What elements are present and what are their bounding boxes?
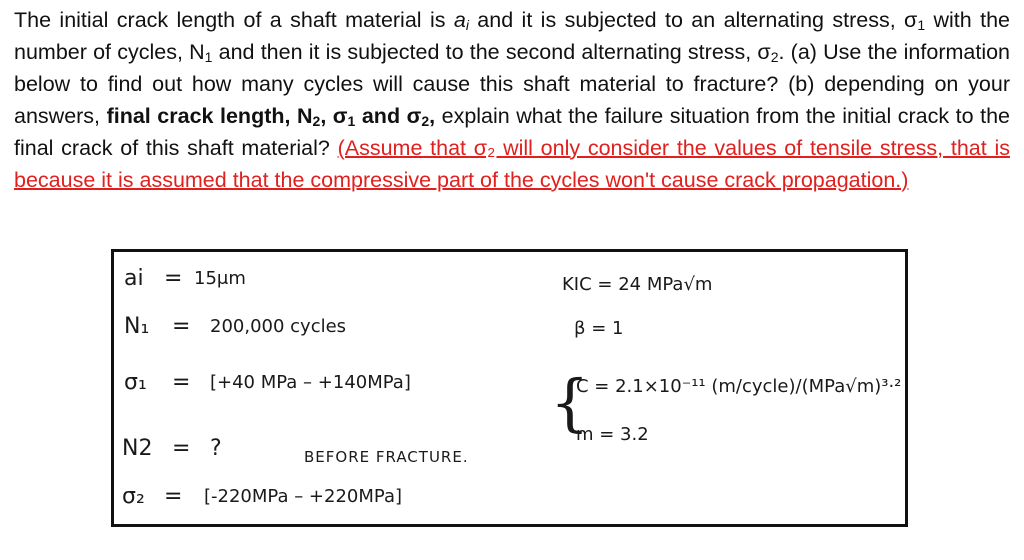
ai-label: ai [124, 266, 144, 291]
bold-text-1: final crack length, N [106, 104, 313, 128]
ai-subscript: i [465, 17, 469, 33]
bold-text-2: , σ [320, 104, 348, 128]
problem-text-2: and it is subjected to an alternating stress, σ [468, 8, 918, 32]
n1-subscript: 1 [204, 49, 213, 65]
problem-text-5: . (a) Use the information below to find out how many cycles will cause this shaft material to fracture? (b) depending on your answers, [14, 40, 1011, 128]
bold-text-3: and σ [355, 104, 422, 128]
ai-value: 15μm [194, 268, 246, 289]
bold-s1-subscript: 1 [347, 113, 356, 129]
sigma1-label: σ₁ [124, 370, 147, 395]
sigma2-subscript: 2 [770, 49, 779, 65]
n1-equals: = [172, 314, 191, 339]
n2-equals: = [172, 436, 191, 461]
problem-text-3: with the number of cycles, N [14, 8, 1010, 64]
n2-note: BEFORE FRACTURE. [304, 448, 469, 466]
bold-phrase [107, 104, 436, 128]
problem-text-6: explain what the failure situation from the initial crack to the final crack of this shaft material? [14, 104, 1010, 160]
c-value: C = 2.1×10⁻¹¹ (m/cycle)/(MPa√m)³·² [576, 376, 902, 397]
sigma2-equals: = [164, 484, 183, 509]
bold-text-4: , [429, 104, 436, 128]
n2-label: N2 [122, 436, 153, 461]
beta-value: β = 1 [574, 318, 624, 339]
ai-symbol: a [453, 8, 466, 32]
sigma1-subscript: 1 [917, 17, 926, 33]
bold-s2-subscript: 2 [421, 113, 430, 129]
assumption-note: (Assume that σ₂ will only consider the values of tensile stress, that is because it is assumed that the compressive part of the cycles won't cause crack propagation.) [14, 136, 1010, 192]
given-data-card [111, 249, 908, 527]
sigma1-value: [+40 MPa – +140MPa] [210, 372, 411, 393]
n1-label: N₁ [124, 314, 150, 339]
problem-text-4: and then it is subjected to the second alternating stress, σ [212, 40, 771, 64]
bold-n2-subscript: 2 [312, 113, 321, 129]
sigma1-equals: = [172, 370, 191, 395]
brace-symbol: { [550, 366, 590, 439]
ai-equals: = [164, 266, 183, 291]
m-value: m = 3.2 [576, 424, 649, 445]
problem-statement [14, 4, 1010, 196]
n2-value: ? [210, 436, 222, 461]
problem-text-1: The initial crack length of a shaft material is [14, 8, 454, 32]
n1-value: 200,000 cycles [210, 316, 347, 337]
sigma2-label: σ₂ [122, 484, 145, 509]
kic-value: KIC = 24 MPa√m [562, 274, 713, 295]
sigma2-value: [-220MPa – +220MPa] [204, 486, 402, 507]
